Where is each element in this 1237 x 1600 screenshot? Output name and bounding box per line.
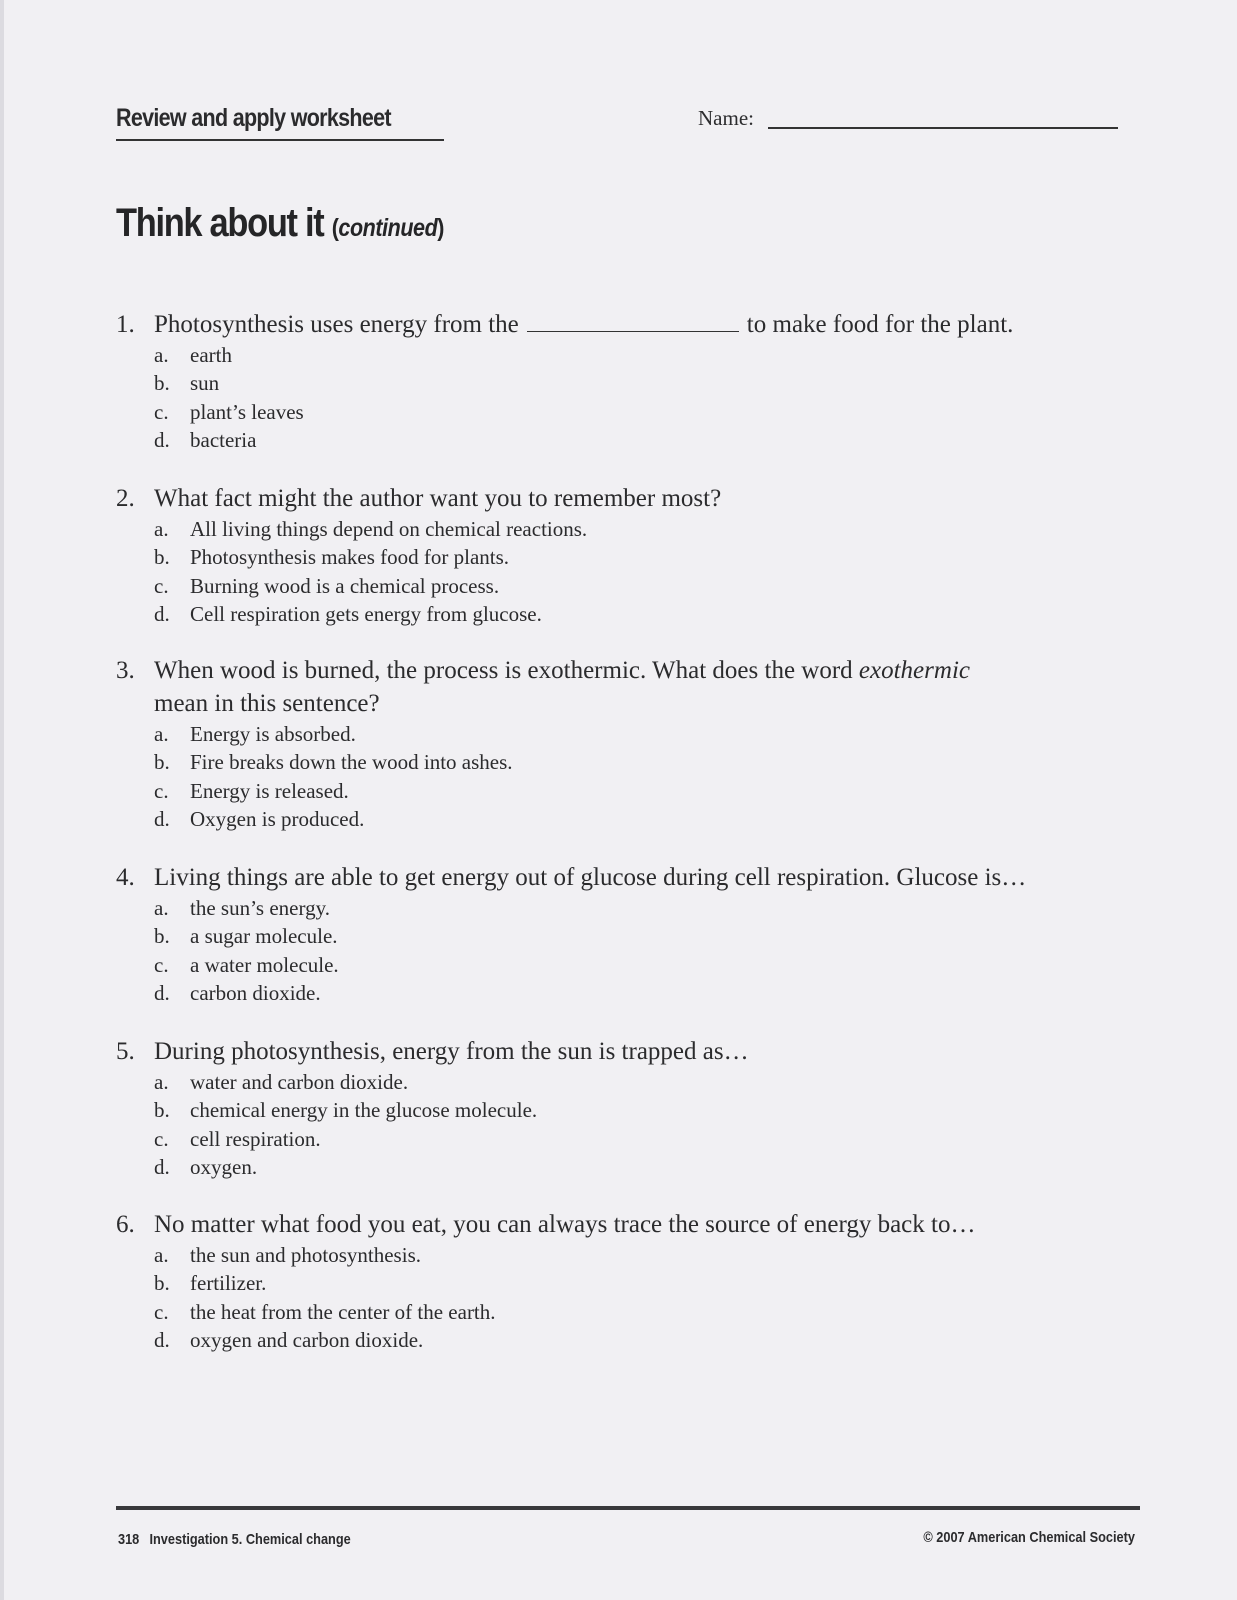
option-text: a water molecule. <box>190 952 339 977</box>
option-text: chemical energy in the glucose molecule. <box>190 1098 538 1123</box>
question-1 <box>116 308 1013 454</box>
options-list <box>116 341 1013 454</box>
question-number: 5. <box>116 1038 135 1065</box>
option-letter: c. <box>154 1126 169 1151</box>
option <box>116 398 1013 426</box>
question-number: 4. <box>116 864 135 891</box>
question-6-stem <box>116 1208 975 1241</box>
option-letter: c. <box>154 1299 169 1324</box>
section-title-text: Think about it <box>116 201 324 245</box>
option <box>116 515 721 543</box>
option-letter: c. <box>154 573 169 598</box>
section-title-suffix <box>332 214 444 242</box>
option-letter: b. <box>154 924 170 949</box>
question-text: No matter what food you eat, you can always trace the source of energy back to… <box>154 1211 976 1238</box>
question-text: When wood is burned, the process is exothermic. What does the word <box>154 657 853 684</box>
option <box>116 1125 749 1153</box>
question-3-stem <box>116 654 970 687</box>
option-text: All living things depend on chemical reactions. <box>190 517 588 541</box>
option <box>116 600 721 628</box>
option-text: Photosynthesis makes food for plants. <box>190 545 510 570</box>
question-number: 3. <box>116 657 135 684</box>
copyright: © 2007 American Chemical Society <box>923 1529 1135 1546</box>
option <box>116 951 1026 979</box>
question-number: 6. <box>116 1211 135 1238</box>
option <box>116 369 1013 397</box>
option <box>116 894 1026 922</box>
suffix-open: ( <box>331 214 339 242</box>
chapter-title: Investigation 5. Chemical change <box>149 1531 351 1548</box>
question-text: Photosynthesis uses energy from the <box>154 311 519 338</box>
option <box>116 748 970 776</box>
option-letter: d. <box>154 601 170 626</box>
option-text: the sun and photosynthesis. <box>190 1243 421 1267</box>
option-letter: c. <box>154 399 169 424</box>
option-letter: b. <box>154 750 170 775</box>
section-title <box>116 201 444 246</box>
option <box>116 922 1026 950</box>
question-4 <box>116 861 1026 1007</box>
question-5 <box>116 1035 749 1181</box>
option-text: the sun’s energy. <box>190 896 330 920</box>
option-text: Oxygen is produced. <box>190 806 365 831</box>
option-letter: a. <box>154 343 169 367</box>
option-letter: b. <box>154 545 170 570</box>
option-text: carbon dioxide. <box>190 980 321 1005</box>
option-letter: a. <box>154 1243 169 1267</box>
question-4-stem <box>116 861 1026 894</box>
options-list <box>116 1241 975 1354</box>
option-text: water and carbon dioxide. <box>190 1070 409 1094</box>
options-list <box>116 1068 749 1181</box>
option-text: cell respiration. <box>190 1126 321 1151</box>
question-number: 2. <box>116 485 135 512</box>
option-text: oxygen. <box>190 1154 258 1179</box>
option-letter: b. <box>154 1098 170 1123</box>
page-number: 318 <box>118 1531 140 1548</box>
question-2-stem <box>116 482 721 515</box>
option-letter: a. <box>154 896 169 920</box>
option <box>116 543 721 571</box>
option <box>116 805 970 833</box>
option-text: plant’s leaves <box>190 399 304 424</box>
question-5-stem <box>116 1035 749 1068</box>
option <box>116 777 970 805</box>
option <box>116 1153 749 1181</box>
option-text: oxygen and carbon dioxide. <box>190 1327 424 1352</box>
option <box>116 572 721 600</box>
options-list <box>116 894 1026 1007</box>
option-letter: b. <box>154 1271 170 1296</box>
option <box>116 979 1026 1007</box>
option-text: sun <box>190 371 220 396</box>
option-text: Cell respiration gets energy from glucose. <box>190 601 542 626</box>
option <box>116 426 1013 454</box>
question-1-stem <box>116 308 1013 341</box>
options-list <box>116 720 970 833</box>
option-text: Energy is absorbed. <box>190 722 356 746</box>
question-6 <box>116 1208 975 1354</box>
option <box>116 1298 975 1326</box>
option-letter: d. <box>154 427 170 452</box>
question-text-italic: exothermic <box>858 657 970 684</box>
name-field-line[interactable] <box>768 127 1118 129</box>
question-number: 1. <box>116 311 135 338</box>
option-text: Fire breaks down the wood into ashes. <box>190 750 513 775</box>
title-underline <box>116 139 444 141</box>
option-letter: b. <box>154 371 170 396</box>
option-text: fertilizer. <box>190 1271 267 1296</box>
option-letter: a. <box>154 517 169 541</box>
option-text: Energy is released. <box>190 778 349 803</box>
option-letter: d. <box>154 1327 170 1352</box>
option-letter: d. <box>154 980 170 1005</box>
option-text: bacteria <box>190 427 257 452</box>
option-text: a sugar molecule. <box>190 924 338 949</box>
option-letter: c. <box>154 952 169 977</box>
worksheet-title: Review and apply worksheet <box>116 104 391 132</box>
options-list <box>116 515 721 628</box>
question-text: Living things are able to get energy out of glucose during cell respiration. Glucose is… <box>154 864 1027 891</box>
question-text-after: to make food for the plant. <box>746 311 1014 338</box>
footer-rule <box>116 1506 1140 1510</box>
option-text: earth <box>190 343 232 367</box>
option <box>116 1096 749 1124</box>
option-letter: c. <box>154 778 169 803</box>
question-text: During photosynthesis, energy from the sun is trapped as… <box>154 1038 749 1065</box>
footer-left <box>118 1531 351 1548</box>
option-letter: a. <box>154 722 169 746</box>
question-3-stem-line2: mean in this sentence? <box>154 690 380 717</box>
option <box>116 341 1013 369</box>
option <box>116 1326 975 1354</box>
name-label: Name: <box>698 106 754 130</box>
question-text: What fact might the author want you to remember most? <box>154 485 722 512</box>
option-text: Burning wood is a chemical process. <box>190 573 500 598</box>
option-letter: a. <box>154 1070 169 1094</box>
option-letter: d. <box>154 1154 170 1179</box>
option <box>116 1068 749 1096</box>
option-letter: d. <box>154 806 170 831</box>
option <box>116 1269 975 1297</box>
option <box>116 720 970 748</box>
option-text: the heat from the center of the earth. <box>190 1299 496 1324</box>
suffix-close: ) <box>437 214 445 242</box>
question-3 <box>116 654 970 833</box>
suffix-italic: continued <box>338 214 438 242</box>
answer-blank[interactable] <box>527 330 739 332</box>
question-2 <box>116 482 721 628</box>
option <box>116 1241 975 1269</box>
scan-edge <box>0 0 4 1600</box>
